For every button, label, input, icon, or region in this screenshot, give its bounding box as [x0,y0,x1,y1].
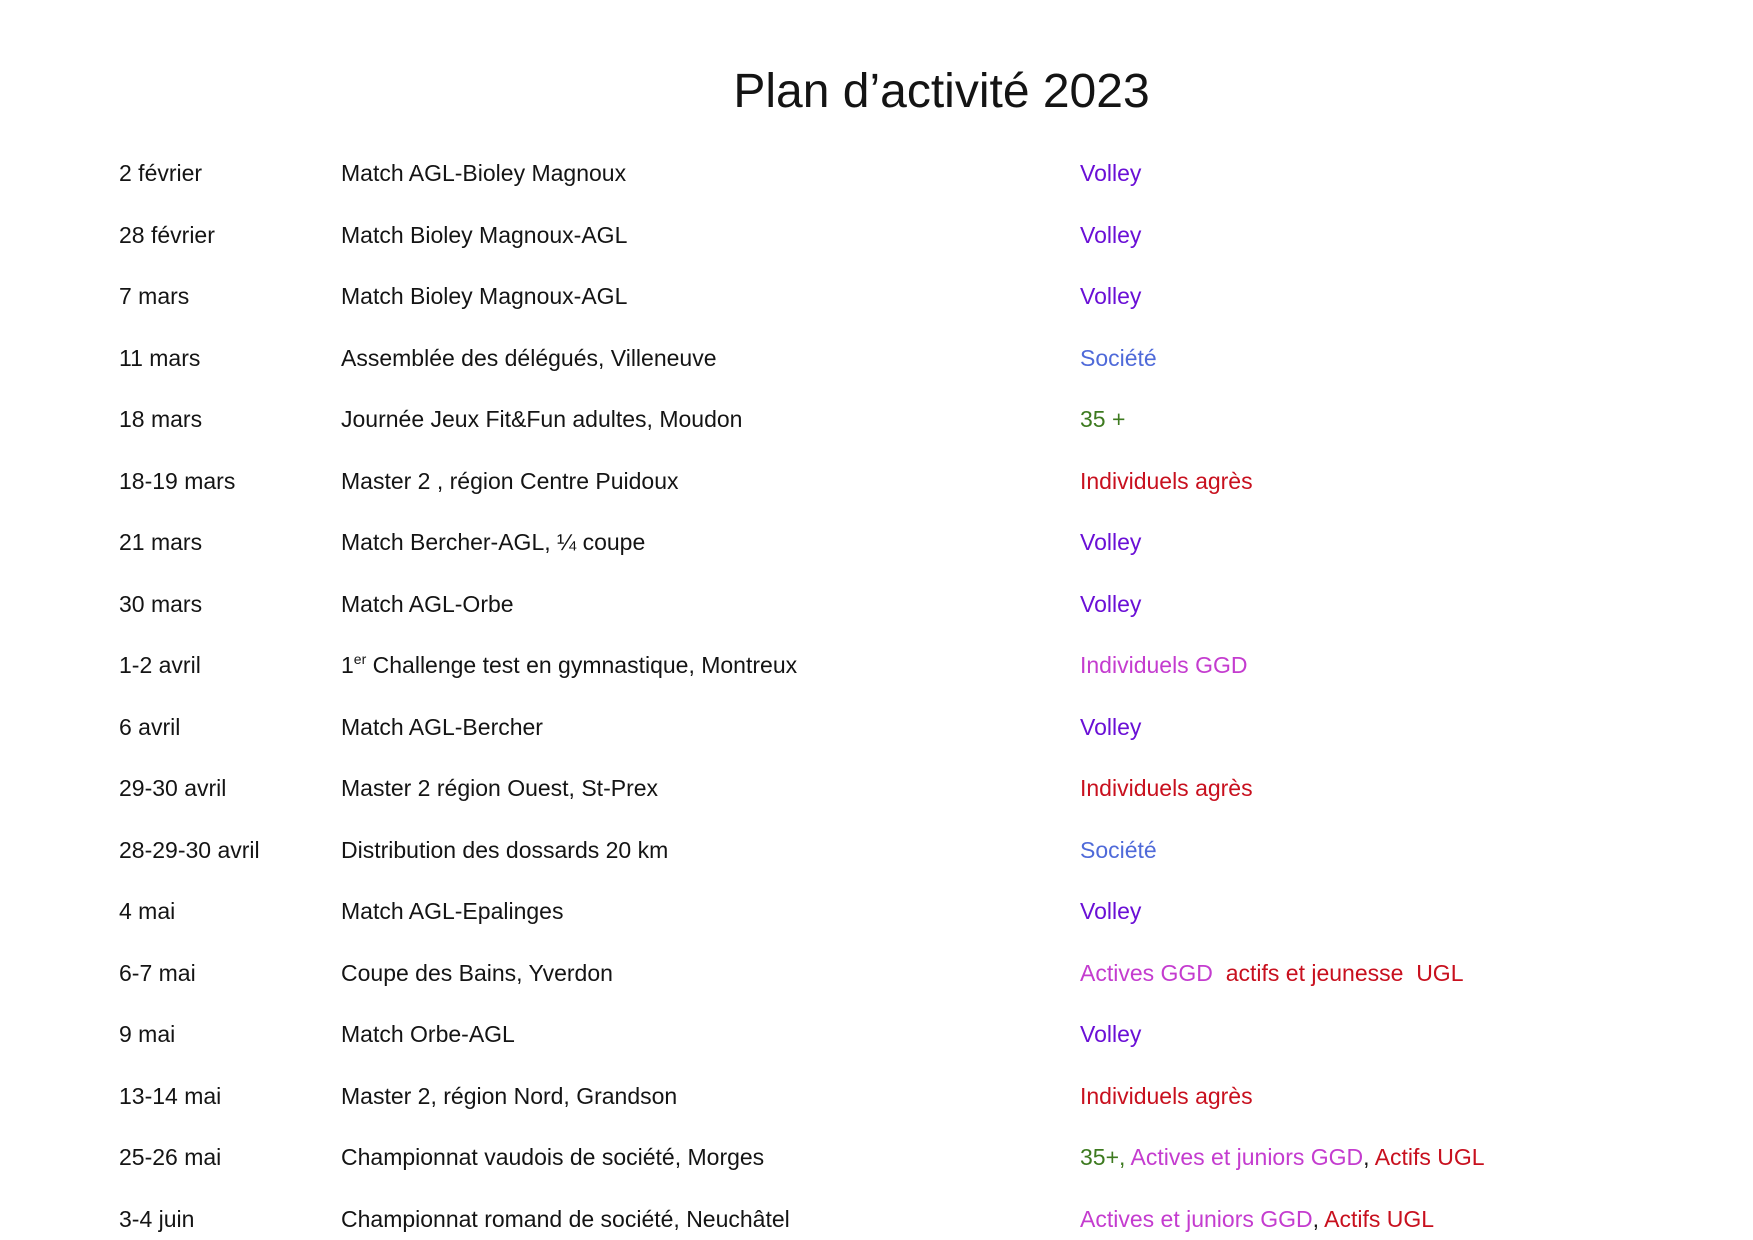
activity-list [119,158,1719,1240]
row-event: Championnat vaudois de société, Morges [341,1144,765,1170]
list-item [119,466,1719,528]
row-date: 18 mars [119,406,203,432]
row-date: 18-19 mars [119,467,236,494]
row-event: Master 2, région Nord, Grandson [341,1082,678,1109]
list-item [119,343,1719,405]
row-event: Match Bercher-AGL, ¼ coupe [341,529,646,555]
list-item [119,896,1719,958]
list-item [119,835,1719,897]
category-separator: , [1119,1144,1131,1170]
row-category: Individuels agrès [1080,467,1253,494]
list-item [119,220,1719,282]
row-event: Match AGL-Bioley Magnoux [341,160,627,186]
list-item [119,1081,1719,1143]
row-event: Match Bioley Magnoux-AGL [341,283,628,309]
ordinal-suffix: er [353,651,367,667]
list-item [119,650,1719,712]
row-category: Individuels GGD [1080,652,1248,678]
row-date: 25-26 mai [119,1144,222,1170]
row-category: Volley [1080,713,1142,740]
category-ggd: Actives et juniors GGD [1130,1144,1364,1170]
category-ggd: Actives et juniors GGD [1080,1205,1313,1232]
list-item [119,589,1719,651]
page-title: Plan d’activité 2023 [733,65,1150,118]
row-date: 11 mars [119,344,201,371]
list-item [119,281,1719,343]
category-35plus: 35+ [1080,1144,1120,1170]
row-category [1080,958,1464,988]
category-separator: , [1312,1205,1325,1232]
list-item [119,958,1719,1020]
category-separator: , [1363,1144,1375,1170]
row-date: 4 mai [119,898,176,924]
row-event: Distribution des dossards 20 km [341,836,669,863]
row-event: Match Bioley Magnoux-AGL [341,221,628,248]
row-date: 3-4 juin [119,1205,195,1232]
row-category: Volley [1080,160,1142,186]
row-event: Match AGL-Orbe [341,590,514,617]
row-date: 6-7 mai [119,959,196,986]
row-category: Volley [1080,221,1142,248]
row-date: 1-2 avril [119,652,201,678]
category-ugl: actifs et jeunesse UGL [1212,959,1464,986]
list-item [119,404,1719,466]
row-event: Match Orbe-AGL [341,1021,515,1047]
row-category: Individuels agrès [1080,775,1253,801]
row-event: Coupe des Bains, Yverdon [341,959,613,986]
row-category: Volley [1080,898,1142,924]
list-item [119,1142,1719,1204]
list-item [119,1019,1719,1081]
row-date: 30 mars [119,590,203,617]
row-date: 29-30 avril [119,775,227,801]
row-category: Société [1080,344,1157,371]
row-event: Assemblée des délégués, Villeneuve [341,344,717,371]
row-date: 28-29-30 avril [119,836,260,863]
row-category: Volley [1080,283,1142,309]
row-category: Société [1080,836,1157,863]
category-ugl: Actifs UGL [1324,1205,1435,1232]
row-category [1080,1142,1485,1172]
row-category: Volley [1080,1021,1142,1047]
row-event: Master 2 , région Centre Puidoux [341,467,679,494]
row-event: Master 2 région Ouest, St-Prex [341,775,659,801]
list-item [119,527,1719,589]
list-item [119,158,1719,220]
list-item [119,712,1719,774]
row-date: 6 avril [119,713,181,740]
category-ggd: Actives GGD [1080,959,1213,986]
event-text: Challenge test en gymnastique, Montreux [366,652,798,678]
event-ordinal: 1 [341,652,354,678]
category-ugl: Actifs UGL [1374,1144,1485,1170]
row-event: Match AGL-Epalinges [341,898,564,924]
row-event: Journée Jeux Fit&Fun adultes, Moudon [341,406,743,432]
row-date: 13-14 mai [119,1082,222,1109]
row-event: Championnat romand de société, Neuchâtel [341,1205,790,1232]
row-category: Individuels agrès [1080,1082,1253,1109]
row-date: 7 mars [119,283,190,309]
list-item [119,1204,1719,1240]
row-category [1080,1204,1434,1234]
row-date: 21 mars [119,529,203,555]
row-category: Volley [1080,529,1142,555]
list-item [119,773,1719,835]
row-category: 35 + [1080,406,1126,432]
row-category: Volley [1080,590,1142,617]
row-event: Match AGL-Bercher [341,713,543,740]
row-date: 9 mai [119,1021,176,1047]
row-event [341,650,797,680]
row-date: 28 février [119,221,215,248]
row-date: 2 février [119,160,203,186]
